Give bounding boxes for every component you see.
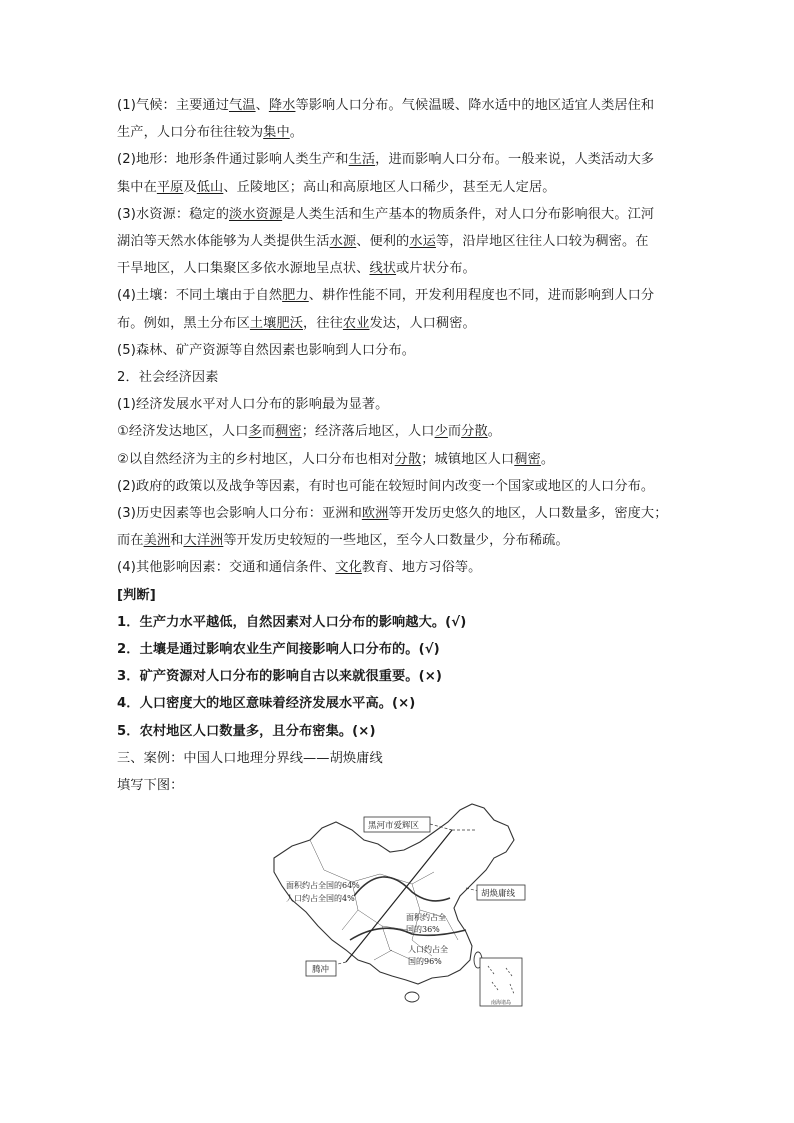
answer-text: 大洋洲 [183, 533, 224, 549]
text-line [117, 473, 683, 500]
body-text: 和 [170, 533, 184, 549]
body-text: 发达，人口稠密。 [369, 315, 476, 331]
west-area-text: 面积约占全国的64% [286, 881, 360, 890]
body-text: 或片状分布。 [396, 261, 476, 277]
body-text: ，进而影响人口分布。一般来说，人类活动大多 [375, 152, 655, 168]
text-line [117, 636, 683, 663]
answer-text: 气温 [229, 98, 256, 113]
body-text: ，往往 [303, 315, 343, 331]
body-text: 1．生产力水平越低，自然因素对人口分布的影响越大。(√) [117, 614, 467, 630]
text-line [117, 500, 683, 527]
yellow-river [354, 877, 450, 901]
text-line [117, 364, 683, 391]
body-text: 4．人口密度大的地区意味着经济发展水平高。(×) [117, 696, 416, 712]
text-line [117, 718, 683, 745]
body-text: 2．社会经济因素 [117, 370, 219, 386]
body-text: 而在 [117, 533, 144, 549]
text-line [117, 255, 683, 282]
answer-text: 降水 [268, 98, 296, 113]
body-text: 是人类生活和生产基本的物质条件，对人口分布影响很大。江河 [282, 206, 655, 222]
body-text: ；经济落后地区，人口 [301, 424, 435, 440]
body-text: 。 [540, 451, 555, 467]
body-text: (5)森林、矿产资源等自然因素也影响到人口分布。 [117, 342, 416, 358]
answer-text: 水源 [329, 234, 357, 250]
body-text: 集中在 [117, 179, 157, 195]
body-text: (3)水资源：稳定的 [117, 206, 229, 222]
text-line [117, 772, 683, 799]
text-line [117, 201, 683, 228]
china-population-map [262, 800, 542, 1012]
text-line [117, 527, 683, 554]
document-body [117, 92, 683, 799]
text-line [117, 282, 683, 309]
west-pop-text: 人口约占全国的4% [286, 894, 355, 903]
text-line [117, 391, 683, 418]
body-text: 、便利的 [356, 234, 410, 250]
body-text: 等，沿岸地区往往人口较为稠密。在 [435, 234, 649, 250]
answer-text: 生活 [348, 152, 376, 168]
answer-text: 稠密 [275, 424, 302, 440]
body-text: (1)经济发展水平对人口分布的影响最为显著。 [117, 397, 389, 413]
heihe-label: 黑河市爱辉区 [368, 821, 420, 831]
south-sea-inset [480, 958, 522, 1006]
text-line [117, 119, 683, 146]
body-text: 而 [447, 424, 462, 440]
body-text: ②以自然经济为主的乡村地区，人口分布也相对 [117, 451, 395, 467]
text-line [117, 609, 683, 636]
answer-text: 美洲 [143, 533, 171, 549]
text-line [117, 146, 683, 173]
answer-text: 平原 [156, 179, 184, 195]
body-text: 干旱地区，人口集聚区多依水源地呈点状、 [117, 261, 370, 277]
text-line [117, 337, 683, 364]
answer-text: 分散 [394, 451, 422, 467]
body-text: 三、案例：中国人口地理分界线——胡焕庸线 [117, 750, 383, 766]
body-text: 及 [183, 179, 197, 195]
answer-text: 低山 [196, 179, 224, 195]
south-sea-caption: 南海诸岛 [491, 1000, 512, 1006]
east-pop-text-1: 人口约占全 [408, 945, 448, 954]
answer-text: 多 [248, 424, 262, 440]
east-pop-text-2: 国的96% [408, 957, 442, 966]
text-line [117, 446, 683, 473]
answer-text: 线状 [369, 261, 397, 277]
answer-text: 土壤肥沃 [249, 315, 304, 331]
text-line [117, 418, 683, 445]
text-line [117, 690, 683, 717]
text-line [117, 582, 683, 609]
body-text: 、丘陵地区；高山和高原地区人口稀少，甚至无人定居。 [223, 179, 556, 195]
body-text: (1)气候：主要通过 [117, 98, 229, 113]
body-text: (2)政府的政策以及战争等因素，有时也可能在较短时间内改变一个国家或地区的人口分布。 [117, 478, 655, 494]
body-text: 等开发历史较短的一些地区，至今人口数量少，分布稀疏。 [223, 533, 569, 549]
east-area-text-1: 面积约占全 [406, 913, 446, 922]
body-text: 3．矿产资源对人口分布的影响自古以来就很重要。(×) [117, 669, 443, 685]
map-figure [262, 800, 542, 1012]
tengchong-label: 腾冲 [312, 965, 330, 975]
text-line [117, 92, 683, 119]
body-text: 生产，人口分布往往较为 [117, 125, 264, 141]
answer-text: 欧洲 [361, 506, 389, 522]
body-text: 、耕作性能不同，开发利用程度也不同，进而影响到人口分 [308, 288, 655, 304]
body-text: ①经济发达地区，人口 [117, 424, 249, 440]
answer-text: 农业 [342, 315, 370, 331]
body-text: 、 [255, 98, 269, 113]
body-text: 。 [289, 125, 304, 141]
text-line [117, 310, 683, 337]
text-line [117, 554, 683, 581]
answer-text: 文化 [335, 560, 362, 576]
body-text: 等影响人口分布。气候温暖、降水适中的地区适宜人类居住和 [295, 98, 655, 113]
text-line [117, 663, 683, 690]
body-text: (4)其他影响因素：交通和通信条件、 [117, 560, 336, 576]
east-area-text-2: 国的36% [406, 925, 440, 934]
answer-text: 集中 [263, 125, 290, 141]
body-text: 而 [261, 424, 276, 440]
text-line [117, 174, 683, 201]
body-text: 等开发历史悠久的地区，人口数量多，密度大； [388, 506, 668, 522]
hu-huanyong-line [346, 830, 452, 962]
body-text: 5．农村地区人口数量多，且分布密集。(×) [117, 723, 376, 739]
text-line [117, 745, 683, 772]
body-text: (4)土壤：不同土壤由于自然 [117, 288, 283, 304]
body-text: 湖泊等天然水体能够为人类提供生活 [117, 234, 330, 250]
text-line [117, 228, 683, 255]
answer-text: 淡水资源 [229, 206, 283, 222]
answer-text: 少 [434, 424, 448, 440]
answer-text: 肥力 [282, 288, 309, 304]
body-text: 。 [487, 424, 502, 440]
body-text: 布。例如，黑土分布区 [117, 315, 250, 331]
body-text: [判断] [117, 587, 156, 603]
answer-text: 分散 [461, 424, 488, 440]
body-text: 教育、地方习俗等。 [361, 560, 482, 576]
body-text: 填写下图： [117, 778, 184, 794]
body-text: (3)历史因素等也会影响人口分布：亚洲和 [117, 506, 362, 522]
hainan-island [405, 992, 419, 1002]
body-text: 2．土壤是通过影响农业生产间接影响人口分布的。(√) [117, 642, 440, 658]
huhuanyong-label: 胡焕庸线 [481, 889, 516, 899]
answer-text: 水运 [409, 234, 436, 250]
body-text: ；城镇地区人口 [421, 451, 515, 467]
body-text: (2)地形：地形条件通过影响人类生产和 [117, 152, 349, 168]
answer-text: 稠密 [514, 451, 541, 467]
